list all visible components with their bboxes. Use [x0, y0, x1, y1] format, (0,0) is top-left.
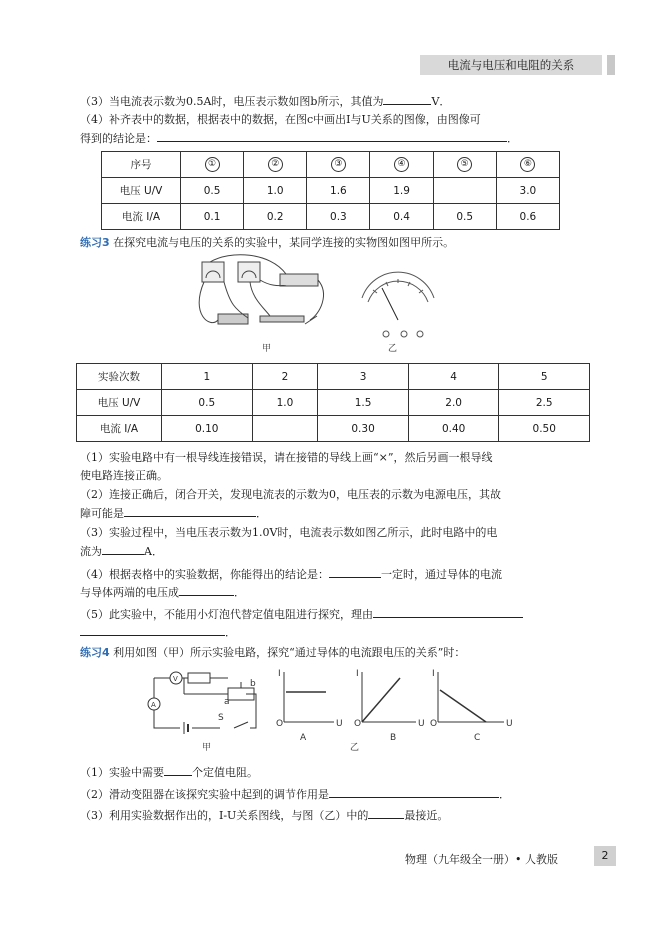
- ex4-q3: （3）利用实验数据作出的，I-U关系图线，与图（乙）中的 最接近。: [80, 809, 449, 822]
- table-cell: ④: [370, 152, 433, 178]
- graph-c: [438, 672, 504, 722]
- origin-label: O: [354, 719, 362, 729]
- graph-a: [284, 672, 334, 722]
- exercise-tag: 练习4: [80, 646, 110, 659]
- axis-label-i: I: [432, 669, 435, 679]
- voltmeter-label: V: [173, 675, 178, 683]
- table-cell: 4: [408, 364, 499, 390]
- page-number: 2: [594, 846, 616, 866]
- table-cell: 0.40: [408, 416, 499, 442]
- table-row: [102, 152, 560, 178]
- table-cell: 电流 I/A: [102, 204, 181, 230]
- table-cell: 3.0: [496, 178, 559, 204]
- answer-blank[interactable]: [329, 566, 381, 578]
- table-cell: 电压 U/V: [77, 390, 162, 416]
- circuit-photo-jia: [199, 255, 323, 324]
- axis-label-u: U: [418, 719, 425, 729]
- table-cell: 0.5: [433, 204, 496, 230]
- graph-c-label: C: [474, 733, 481, 743]
- origin-label: O: [276, 719, 284, 729]
- axis-label-i: I: [278, 669, 281, 679]
- exercise-4-intro: 练习4 利用如图（甲）所示实验电路，探究“通过导体的电流跟电压的关系”时：: [80, 646, 466, 659]
- graph-b-label: B: [390, 733, 397, 743]
- table-cell: 序号: [102, 152, 181, 178]
- axis-label-u: U: [506, 719, 513, 729]
- footer-text: 物理（九年级全一册）• 人教版: [405, 853, 558, 866]
- origin-label: O: [430, 719, 438, 729]
- ex3-q1-line1: （1）实验电路中有一根导线连接错误，请在接错的导线上画“×”，然后另画一根导线: [80, 451, 493, 464]
- answer-blank[interactable]: [164, 764, 192, 776]
- table-cell: [433, 178, 496, 204]
- graph-a-label: A: [300, 733, 307, 743]
- ex4-q2: （2）滑动变阻器在该探究实验中起到的调节作用是 ．: [80, 788, 510, 801]
- table-cell: 0.50: [499, 416, 590, 442]
- table-cell: ⑥: [496, 152, 559, 178]
- question-4-line2: 得到的结论是： ．: [80, 132, 518, 145]
- ex3-q4-line1: （4）根据表格中的实验数据，你能得出的结论是： 一定时，通过导体的电流: [80, 568, 502, 581]
- ex3-q2-line1: （2）连接正确后，闭合开关，发现电流表的示数为0，电压表的示数为电源电压，其故: [80, 488, 501, 501]
- table-row: [102, 178, 560, 204]
- table-cell: 实验次数: [77, 364, 162, 390]
- figure-label-yi: 乙: [350, 743, 360, 753]
- table-row: [77, 390, 590, 416]
- table-cell: 2.5: [499, 390, 590, 416]
- question-4-line1: （4）补齐表中的数据，根据表中的数据，在图c中画出I与U关系的图像，由图像可: [80, 113, 481, 126]
- table-cell: 1.5: [318, 390, 409, 416]
- answer-blank[interactable]: [179, 584, 234, 596]
- axis-label-u: U: [336, 719, 343, 729]
- question-3: （3）当电流表示数为0.5A时，电压表示数如图b所示，其值为 V．: [80, 95, 451, 108]
- table-cell: 5: [499, 364, 590, 390]
- ex3-q3-line1: （3）实验过程中，当电压表示数为1.0V时，电流表示数如图乙所示，此时电路中的电: [80, 526, 498, 539]
- table-cell: 0.10: [162, 416, 253, 442]
- answer-blank[interactable]: [329, 786, 499, 798]
- table-cell: 2.0: [408, 390, 499, 416]
- table-cell: 1.0: [244, 178, 307, 204]
- page-header-title: 电流与电压和电阻的关系: [420, 55, 602, 75]
- ammeter-label: A: [151, 701, 156, 709]
- answer-blank[interactable]: [124, 505, 256, 517]
- answer-blank[interactable]: [383, 93, 431, 105]
- table-row: [77, 364, 590, 390]
- data-table-1: [101, 151, 560, 230]
- ammeter-dial-yi: [362, 272, 434, 337]
- table-cell: 电流 I/A: [77, 416, 162, 442]
- ex3-q4-line2: 与导体两端的电压成 ．: [80, 586, 245, 599]
- table-cell: 0.2: [244, 204, 307, 230]
- ex4-q1: （1）实验中需要 个定值电阻。: [80, 766, 258, 779]
- ex3-q5-line2: ．: [80, 624, 236, 641]
- table-cell: ①: [181, 152, 244, 178]
- table-cell: 3: [318, 364, 409, 390]
- answer-blank[interactable]: [368, 807, 404, 819]
- data-table-2: [76, 363, 590, 442]
- rheostat-end-a: a: [224, 697, 230, 707]
- switch-label: S: [218, 713, 224, 723]
- table-cell: 1.0: [252, 390, 318, 416]
- table-cell: 1.6: [307, 178, 370, 204]
- answer-blank[interactable]: [80, 624, 225, 636]
- table-cell: 0.4: [370, 204, 433, 230]
- table-cell: 0.3: [307, 204, 370, 230]
- figure-label-jia: 甲: [262, 344, 272, 354]
- header-accent-bar: [607, 55, 615, 75]
- figure-label-jia: 甲: [202, 743, 212, 753]
- table-cell: 电压 U/V: [102, 178, 181, 204]
- answer-blank[interactable]: [373, 606, 523, 618]
- exercise-3-intro: 练习3 在探究电流与电压的关系的实验中，某同学连接的实物图如图甲所示。: [80, 236, 455, 249]
- exercise-tag: 练习3: [80, 236, 110, 249]
- table-cell: ③: [307, 152, 370, 178]
- table-cell: 2: [252, 364, 318, 390]
- ex3-q5-line1: （5）此实验中，不能用小灯泡代替定值电阻进行探究，理由: [80, 606, 523, 623]
- table-cell: 0.30: [318, 416, 409, 442]
- circuit-diagram-jia: [148, 672, 256, 734]
- ex3-q3-line2: 流为 A．: [80, 545, 163, 558]
- rheostat-end-b: b: [250, 679, 256, 689]
- table-cell: ⑤: [433, 152, 496, 178]
- graph-b: [362, 672, 416, 722]
- ex3-q1-line2: 使电路连接正确。: [80, 469, 168, 482]
- answer-blank[interactable]: [102, 543, 144, 555]
- table-row: [77, 416, 590, 442]
- table-row: [102, 204, 560, 230]
- table-cell: 0.5: [162, 390, 253, 416]
- ex3-figure: [190, 254, 460, 354]
- ex4-figure: [140, 664, 520, 756]
- table-cell: ②: [244, 152, 307, 178]
- table-cell: 0.1: [181, 204, 244, 230]
- ex3-q2-line2: 障可能是 ．: [80, 507, 267, 520]
- table-cell: 0.6: [496, 204, 559, 230]
- axis-label-i: I: [356, 669, 359, 679]
- table-cell: 0.5: [181, 178, 244, 204]
- table-cell: 1.9: [370, 178, 433, 204]
- answer-blank[interactable]: [157, 130, 507, 142]
- table-cell: [252, 416, 318, 442]
- figure-label-yi: 乙: [388, 344, 398, 354]
- table-cell: 1: [162, 364, 253, 390]
